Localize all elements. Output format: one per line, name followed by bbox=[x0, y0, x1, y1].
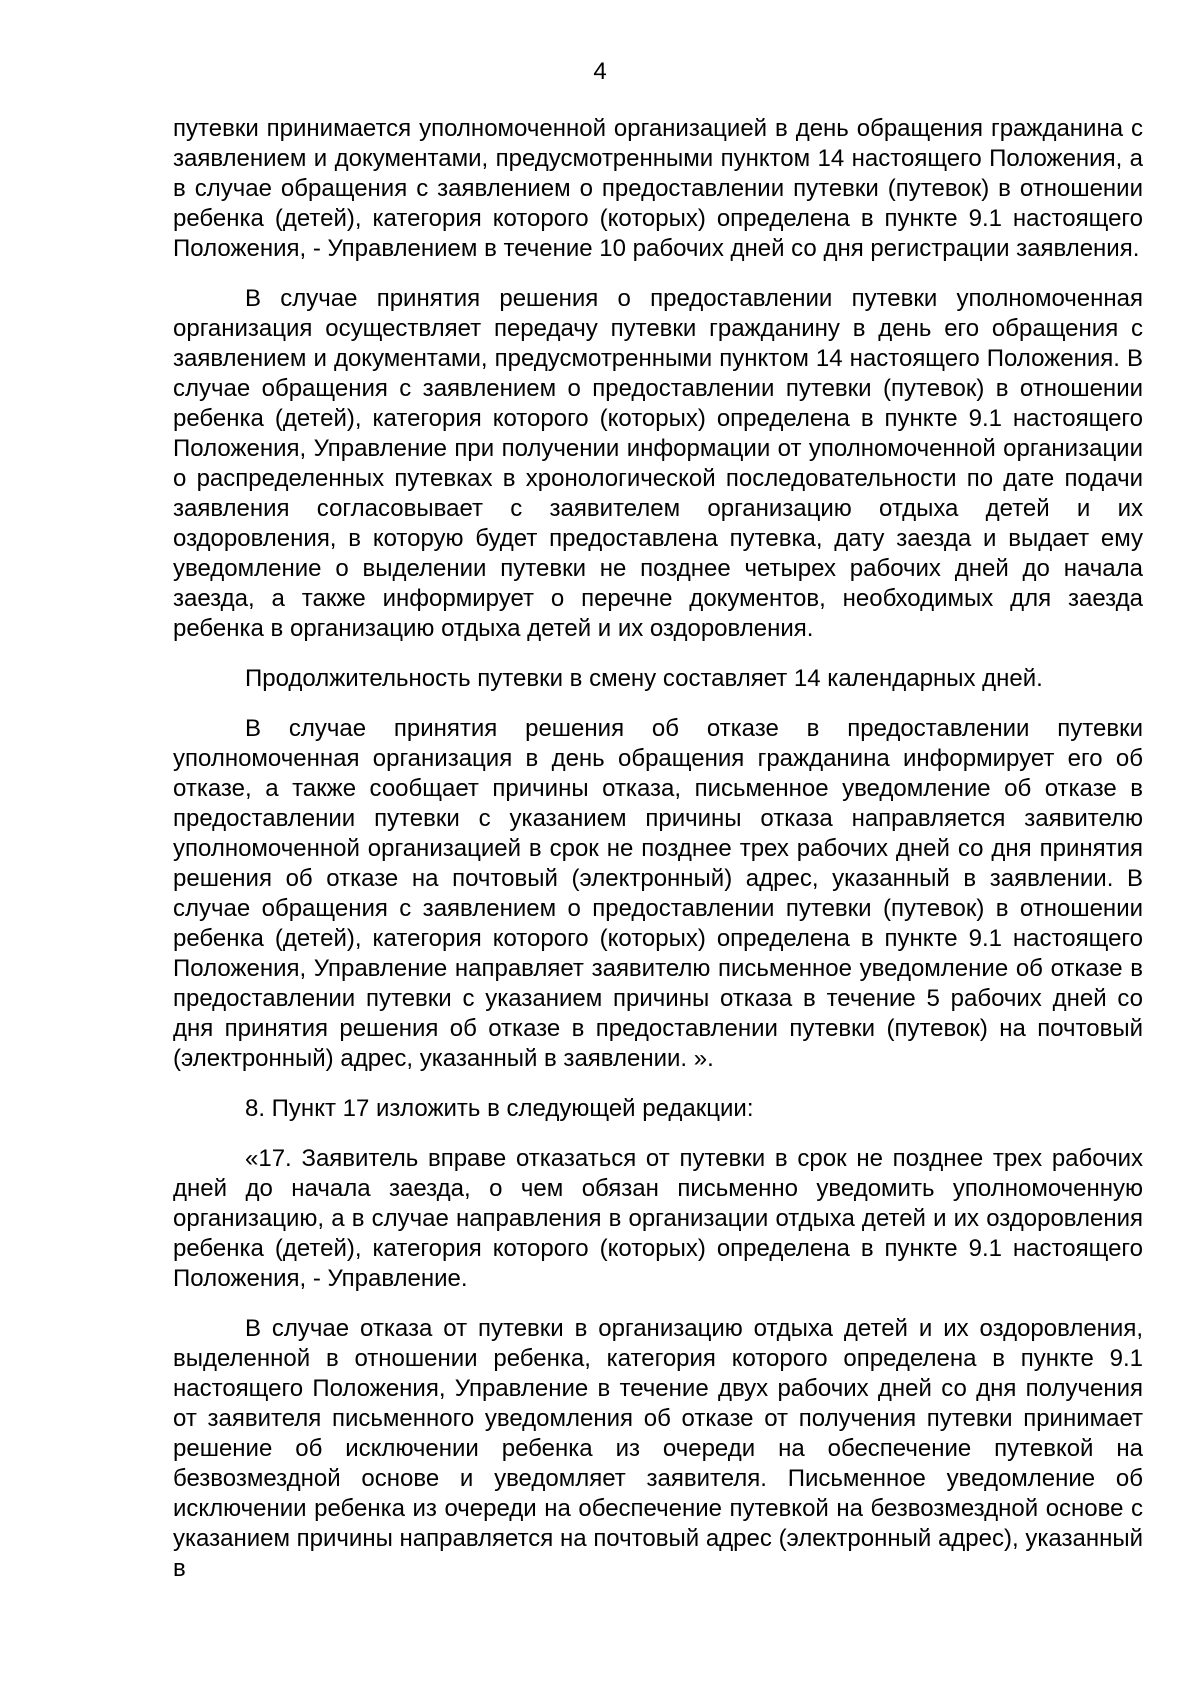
paragraph-2: В случае принятия решения о предоставлении путевки уполномоченная организация осуществляет передачу путевки гражданину в день его обращения с заявлением и документами, предусмотренными пунктом 14 настоящего Положения. В случае обращения с заявлением о предоставлении путевки (путевок) в отношении ребенка (детей), категория которого (которых) определена в пункте 9.1 настоящего Положения, Управление при получении информации от уполномоченной организации о распределенных путевках в хронологической последовательности по дате подачи заявления согласовывает с заявителем организацию отдыха детей и их оздоровления, в которую будет предоставлена путевка, дату заезда и выдает ему уведомление о выделении путевки не позднее четырех рабочих дней до начала заезда, а также информирует о перечне документов, необходимых для заезда ребенка в организацию отдыха детей и их оздоровления. bbox=[173, 285, 1143, 642]
paragraph-4: В случае принятия решения об отказе в предоставлении путевки уполномоченная организация в день обращения гражданина информирует его об отказе, а также сообщает причины отказа, письменное уведомление об отказе в предоставлении путевки с указанием причины отказа направляется заявителю уполномоченной организацией в срок не позднее трех рабочих дней со дня принятия решения об отказе на почтовый (электронный) адрес, указанный в заявлении. В случае обращения с заявлением о предоставлении путевки (путевок) в отношении ребенка (детей), категория которого (которых) определена в пункте 9.1 настоящего Положения, Управление направляет заявителю письменное уведомление об отказе в предоставлении путевки с указанием причины отказа в течение 5 рабочих дней со дня принятия решения об отказе в предоставлении путевки (путевок) на почтовый (электронный) адрес, указанный в заявлении. ». bbox=[173, 715, 1143, 1072]
document-body bbox=[173, 114, 1143, 1604]
paragraph-6: «17. Заявитель вправе отказаться от путевки в срок не позднее трех рабочих дней до начала заезда, о чем обязан письменно уведомить уполномоченную организацию, а в случае направления в организации отдыха детей и их оздоровления ребенка (детей), категория которого (которых) определена в пункте 9.1 настоящего Положения, - Управление. bbox=[173, 1145, 1143, 1292]
page-number: 4 bbox=[593, 58, 607, 85]
paragraph-7: В случае отказа от путевки в организацию отдыха детей и их оздоровления, выделенной в отношении ребенка, категория которого определена в пункте 9.1 настоящего Положения, Управление в течение двух рабочих дней со дня получения от заявителя письменного уведомления об отказе от получения путевки принимает решение об исключении ребенка из очереди на обеспечение путевкой на безвозмездной основе и уведомляет заявителя. Письменное уведомление об исключении ребенка из очереди на обеспечение путевкой на безвозмездной основе с указанием причины направляется на почтовый адрес (электронный адрес), указанный в bbox=[173, 1315, 1143, 1582]
paragraph-5: 8. Пункт 17 изложить в следующей редакции: bbox=[245, 1095, 754, 1122]
paragraph-3: Продолжительность путевки в смену составляет 14 календарных дней. bbox=[245, 665, 1043, 692]
paragraph-1: путевки принимается уполномоченной организацией в день обращения гражданина с заявлением и документами, предусмотренными пунктом 14 настоящего Положения, а в случае обращения с заявлением о предоставлении путевки (путевок) в отношении ребенка (детей), категория которого (которых) определена в пункте 9.1 настоящего Положения, - Управлением в течение 10 рабочих дней со дня регистрации заявления. bbox=[173, 115, 1143, 262]
